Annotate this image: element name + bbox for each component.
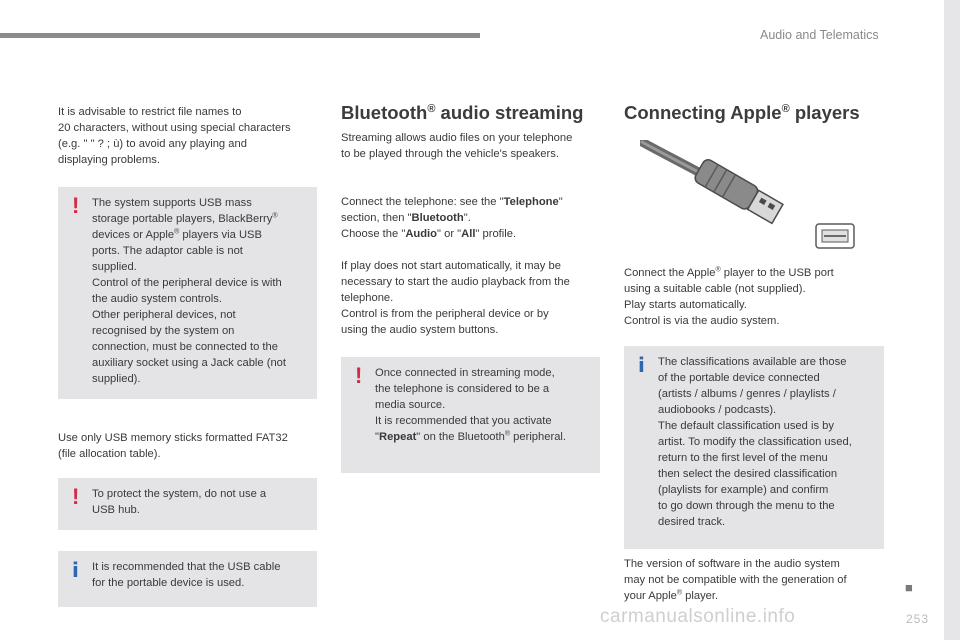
connect-telephone-text: Connect the telephone: see the "Telephone" section, then "Bluetooth". Choose the "Audio" or "All" profile. xyxy=(341,196,563,240)
usb-cable-info-box: i It is recommended that the USB cable for the portable device is used. xyxy=(58,551,317,607)
usb-plug-illustration xyxy=(640,140,860,252)
header-rule xyxy=(0,33,480,38)
usb-hub-warning-box: ! To protect the system, do not use a USB hub. xyxy=(58,478,317,530)
filename-advice: It is advisable to restrict file names to 20 characters, without using special characters (e.g. " " ? ; ù) to avoid any playing and displaying problems. xyxy=(58,106,291,166)
section-end-mark: ■ xyxy=(905,580,913,595)
warning-icon: ! xyxy=(72,484,80,509)
watermark: carmanualsonline.info xyxy=(600,606,796,627)
page-edge-strip xyxy=(944,0,960,640)
info-icon: i xyxy=(638,353,645,377)
usb-support-warning-box: ! The system supports USB mass storage portable players, BlackBerry® devices or Apple® players via USB ports. The adaptor cable is not supplied. Control of the peripheral device is with the audio system controls. Other peripheral devices, not recognised by the system on connection, must be connected to the auxiliary socket using a Jack cable (not supplied). xyxy=(58,187,317,399)
streaming-intro: Streaming allows audio files on your telephone to be played through the vehicle's speakers. xyxy=(341,132,573,160)
classification-info-box: i The classifications available are those of the portable device connected (artists / albums / genres / playlists / audiobooks / podcasts). The default classification used is by artist. To modify the classification used, return to the first level of the menu then select the desired classification (playlists for example) and confirm to go down through the menu to the desired track. xyxy=(624,346,884,549)
bluetooth-heading: Bluetooth® audio streaming xyxy=(341,102,584,123)
software-version-note: The version of software in the audio system may not be compatible with the generation of your Apple® player. xyxy=(624,558,847,602)
playback-text: If play does not start automatically, it may be necessary to start the audio playback from the telephone. Control is from the peripheral device or by using the audio system buttons. xyxy=(341,260,570,336)
apple-heading: Connecting Apple® players xyxy=(624,102,860,123)
page-number: 253 xyxy=(906,612,930,626)
warning-icon: ! xyxy=(355,363,363,388)
info-icon: i xyxy=(72,558,79,582)
apple-connect-text: Connect the Apple® player to the USB port using a suitable cable (not supplied). Play starts automatically. Control is via the audio system. xyxy=(624,266,834,327)
section-title: Audio and Telematics xyxy=(760,28,879,42)
fat32-note: Use only USB memory sticks formatted FAT32 (file allocation table). xyxy=(58,432,288,460)
warning-icon: ! xyxy=(72,193,80,218)
streaming-warning-box: ! Once connected in streaming mode, the telephone is considered to be a media source. It is recommended that you activate "Repeat" on the Bluetooth® peripheral. xyxy=(341,357,600,473)
